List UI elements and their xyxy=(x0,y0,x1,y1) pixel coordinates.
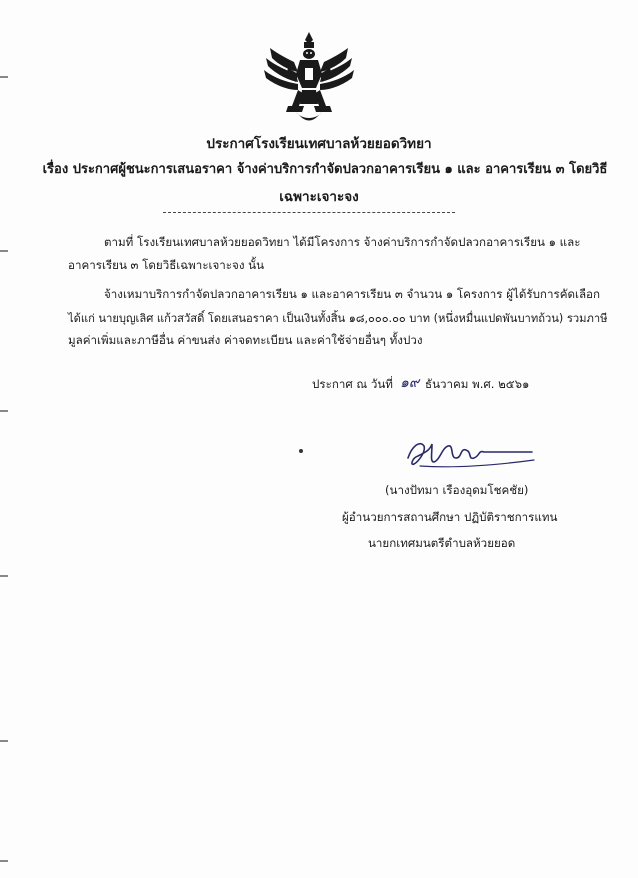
garuda-emblem-icon xyxy=(258,28,360,124)
scan-mark xyxy=(0,575,8,577)
signer-position-2: นายกเทศมนตรีตำบลห้วยยอด xyxy=(368,536,516,550)
subject-line-1: เรื่อง ประกาศผู้ชนะการเสนอราคา จ้างค่าบริการกำจัดปลวกอาคารเรียน ๑ และ อาคารเรียน ๓ โดยวิธี xyxy=(42,162,608,177)
scan-mark xyxy=(0,410,8,412)
announce-date-day: ๑๙ xyxy=(400,375,420,391)
paragraph-1-line-1: ตามที่ โรงเรียนเทศบาลห้วยยอดวิทยา ได้มีโครงการ จ้างค่าบริการกำจัดปลวกอาคารเรียน ๑ และ xyxy=(104,235,581,249)
scan-mark xyxy=(0,860,8,862)
signer-name: (นางปัทมา เรืองอุดมโชคชัย) xyxy=(385,483,529,497)
paragraph-2-line-3: มูลค่าเพิ่มและภาษีอื่น ค่าขนส่ง ค่าจดทะเบียน และค่าใช้จ่ายอื่นๆ ทั้งปวง xyxy=(68,333,423,347)
signer-position-1: ผู้อำนวยการสถานศึกษา ปฏิบัติราชการแทน xyxy=(342,510,558,524)
scan-mark xyxy=(0,76,8,78)
paragraph-1-line-2: อาคารเรียน ๓ โดยวิธีเฉพาะเจาะจง นั้น xyxy=(68,258,265,272)
document-title: ประกาศโรงเรียนเทศบาลห้วยยอดวิทยา xyxy=(206,136,432,152)
paragraph-2-line-2: ได้แก่ นายบุญเลิศ แก้วสวัสดิ์ โดยเสนอราคา เป็นเงินทั้งสิ้น ๑๘,๐๐๐.๐๐ บาท (หนึ่งหมื่นแปดพันบาทถ้วน) รวมภาษี xyxy=(68,312,608,325)
announce-date-prefix: ประกาศ ณ วันที่ xyxy=(312,377,393,391)
paragraph-2-line-1: จ้างเหมาบริการกำจัดปลวกอาคารเรียน ๑ และอาคารเรียน ๓ จำนวน ๑ โครงการ ผู้ได้รับการคัดเลือก xyxy=(104,287,601,301)
scan-mark xyxy=(0,250,8,252)
announce-date-suffix: ธันวาคม พ.ศ. ๒๕๖๑ xyxy=(425,377,530,391)
paper-dot xyxy=(299,449,303,453)
separator-line xyxy=(163,212,455,213)
subject-line-2: เฉพาะเจาะจง xyxy=(279,189,359,205)
handwritten-signature-icon xyxy=(400,432,540,474)
scan-mark xyxy=(0,740,8,742)
